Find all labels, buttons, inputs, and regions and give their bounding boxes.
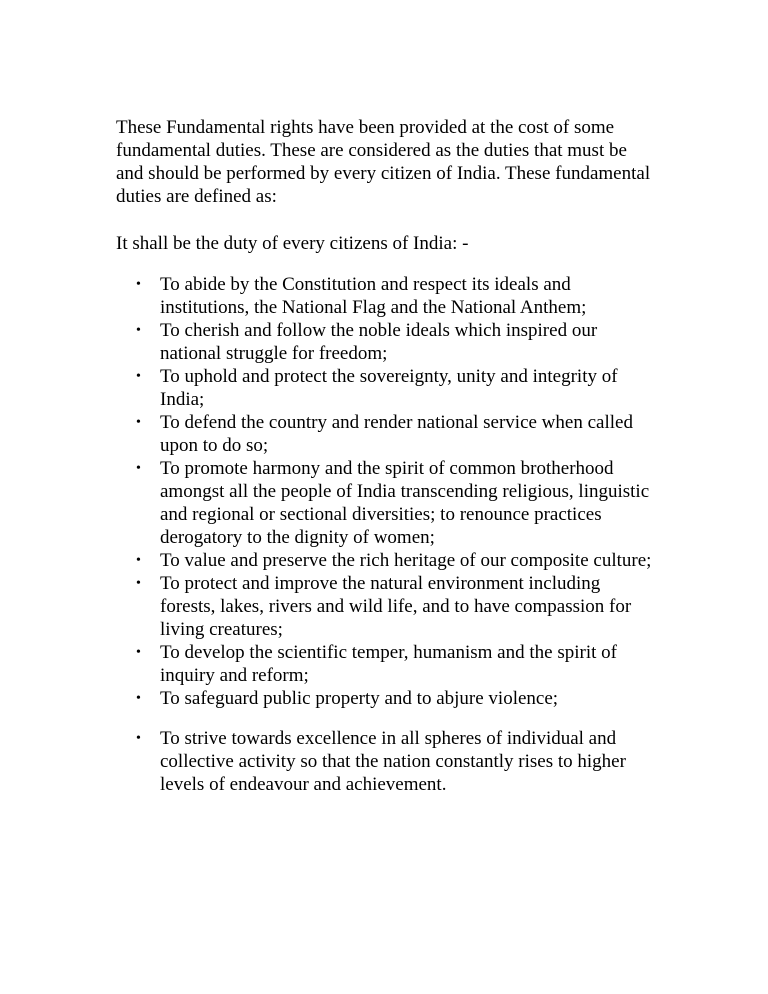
duty-text: To defend the country and render national service when called upon to do so;: [160, 412, 633, 456]
duty-text: To promote harmony and the spirit of common brotherhood amongst all the people of India transcending religious, linguistic and regional or sectional diversities; to renounce practices derogatory to the dignity of women;: [160, 458, 650, 548]
duty-text: To cherish and follow the noble ideals which inspired our national struggle for freedom;: [160, 320, 598, 364]
bullet-icon: •: [136, 645, 141, 660]
list-item: [136, 411, 656, 457]
duty-text: To abide by the Constitution and respect its ideals and institutions, the National Flag and the National Anthem;: [160, 274, 587, 318]
lead-sentence: It shall be the duty of every citizens of India: -: [116, 233, 469, 254]
bullet-icon: •: [136, 461, 141, 476]
duty-text: To develop the scientific temper, humanism and the spirit of inquiry and reform;: [160, 642, 617, 686]
intro-paragraph: These Fundamental rights have been provided at the cost of some fundamental duties. These are considered as the duties that must be and should be performed by every citizen of India. These fundamental duties are defined as:: [116, 117, 651, 207]
list-item: [136, 365, 656, 411]
list-item: [136, 549, 656, 572]
duty-text: To protect and improve the natural environment including forests, lakes, rivers and wild life, and to have compassion for living creatures;: [160, 573, 632, 640]
bullet-icon: •: [136, 731, 141, 746]
list-item: [136, 319, 656, 365]
bullet-icon: •: [136, 415, 141, 430]
duty-text: To uphold and protect the sovereignty, unity and integrity of India;: [160, 366, 618, 410]
bullet-icon: •: [136, 691, 141, 706]
list-item: [136, 641, 656, 687]
list-item: [136, 572, 656, 641]
bullet-icon: •: [136, 277, 141, 292]
list-item: [136, 457, 656, 549]
duty-text: To value and preserve the rich heritage of our composite culture;: [160, 550, 652, 571]
duties-list: [136, 273, 656, 796]
list-item: [136, 687, 656, 710]
list-item: [136, 273, 656, 319]
duty-text: To safeguard public property and to abjure violence;: [160, 688, 559, 709]
list-item: [136, 727, 656, 796]
bullet-icon: •: [136, 369, 141, 384]
bullet-icon: •: [136, 323, 141, 338]
bullet-icon: •: [136, 576, 141, 591]
bullet-icon: •: [136, 553, 141, 568]
duty-text: To strive towards excellence in all spheres of individual and collective activity so that the nation constantly rises to higher levels of endeavour and achievement.: [160, 728, 626, 795]
